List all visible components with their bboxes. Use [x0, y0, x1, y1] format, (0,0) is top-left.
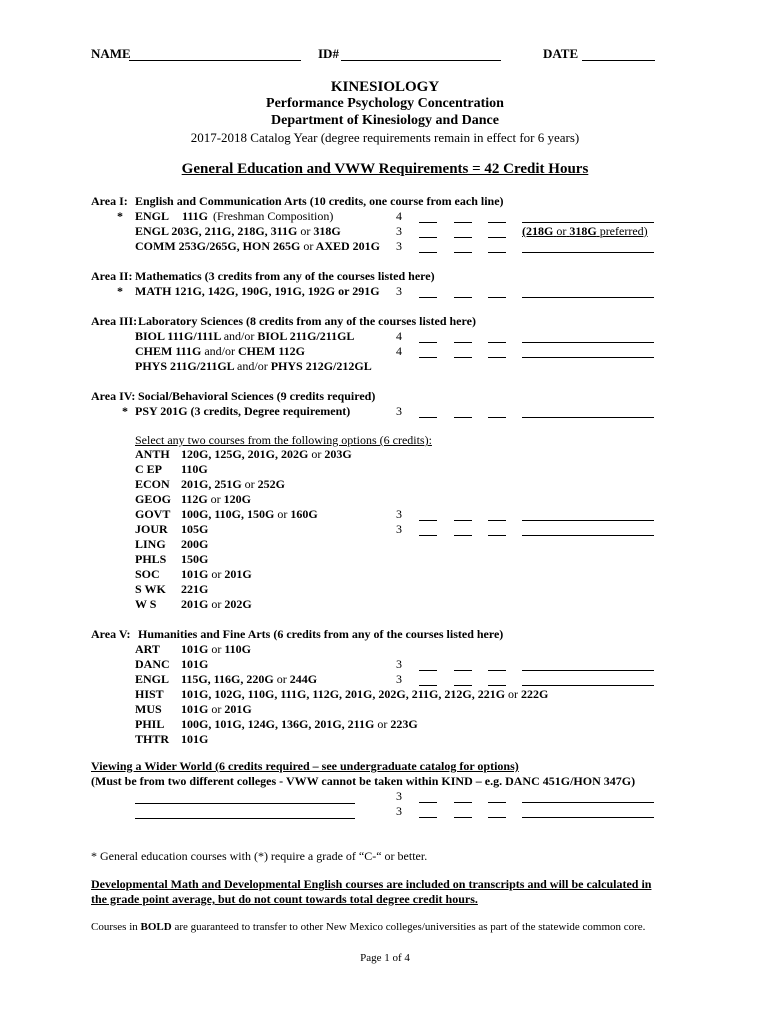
vww-cr1: 3	[396, 789, 402, 803]
area4-course-numbers: 105G	[181, 522, 209, 536]
area4-course-numbers: 201G, 251G or 252G	[181, 477, 286, 491]
area1-row3-credit: 3	[396, 239, 402, 253]
grade-blank[interactable]	[488, 297, 506, 298]
area5-course-code: DANC	[135, 657, 170, 671]
grade-blank[interactable]	[419, 685, 437, 686]
area3-row1: BIOL 111G/111L and/or BIOL 211G/211GL	[135, 329, 355, 343]
grade-blank[interactable]	[419, 297, 437, 298]
grade-blank[interactable]	[454, 817, 472, 818]
gen-ed-title: General Education and VWW Requirements = 42 Credit Hours	[181, 161, 589, 177]
course-blank[interactable]	[522, 417, 654, 418]
vww-subtitle: (Must be from two different colleges - VWW cannot be taken within KIND – e.g. DANC 451G/HON 347G)	[91, 774, 636, 788]
department-title: Department of Kinesiology and Dance	[271, 113, 499, 128]
grade-blank[interactable]	[419, 670, 437, 671]
grade-blank[interactable]	[419, 802, 437, 803]
dev-note-2: the grade point average, but do not count towards total degree credit hours.	[91, 892, 478, 906]
grade-blank[interactable]	[488, 417, 506, 418]
area5-course-numbers: 101G or 110G	[181, 642, 252, 656]
vww-course-field-2[interactable]	[135, 818, 355, 819]
area5-course-numbers: 115G, 116G, 220G or 244G	[181, 672, 318, 686]
grade-blank[interactable]	[488, 237, 506, 238]
area4-label: Area IV:	[91, 389, 136, 403]
grade-blank[interactable]	[454, 535, 472, 536]
area5-course-code: MUS	[135, 702, 162, 716]
date-label: DATE	[543, 46, 579, 61]
dev-note-1: Developmental Math and Developmental English courses are included on transcripts and will be calculated in	[91, 877, 652, 891]
area3-row1-credit: 4	[396, 329, 402, 343]
grade-blank[interactable]	[454, 357, 472, 358]
area4-course-code: C EP	[135, 462, 162, 476]
grade-blank[interactable]	[454, 297, 472, 298]
area4-course-code: S WK	[135, 582, 166, 596]
grade-blank[interactable]	[488, 802, 506, 803]
area1-row3: COMM 253G/265G, HON 265G or AXED 201G	[135, 239, 381, 253]
area1-row1-desc: (Freshman Composition)	[213, 209, 334, 223]
grade-blank[interactable]	[488, 342, 506, 343]
area4-course-numbers: 101G or 201G	[181, 567, 252, 581]
catalog-year: 2017-2018 Catalog Year (degree requirements remain in effect for 6 years)	[190, 130, 580, 145]
area4-course-code: PHLS	[135, 552, 167, 566]
footnote: * General education courses with (*) require a grade of “C-“ or better.	[91, 849, 428, 863]
name-field[interactable]	[129, 60, 301, 61]
grade-blank[interactable]	[488, 222, 506, 223]
grade-blank[interactable]	[488, 520, 506, 521]
grade-blank[interactable]	[454, 252, 472, 253]
area4-course-numbers: 150G	[181, 552, 209, 566]
area4-star: *	[122, 404, 128, 418]
grade-blank[interactable]	[454, 802, 472, 803]
area3-label: Area III:	[91, 314, 138, 328]
grade-blank[interactable]	[419, 237, 437, 238]
area4-course-numbers: 221G	[181, 582, 209, 596]
area3-row2: CHEM 111G and/or CHEM 112G	[135, 344, 306, 358]
area4-course-numbers: 201G or 202G	[181, 597, 252, 611]
course-blank[interactable]	[522, 342, 654, 343]
area3-row2-credit: 4	[396, 344, 402, 358]
area1-star: *	[117, 209, 123, 223]
area2-title: Mathematics (3 credits from any of the courses listed here)	[135, 269, 435, 283]
area1-row1-num: 111G	[182, 209, 209, 223]
area5-title: Humanities and Fine Arts (6 credits from any of the courses listed here)	[138, 627, 504, 641]
grade-blank[interactable]	[419, 520, 437, 521]
concentration-title: Performance Psychology Concentration	[266, 96, 504, 111]
area4-course-numbers: 200G	[181, 537, 209, 551]
area5-course-numbers: 100G, 101G, 124G, 136G, 201G, 211G or 223G	[181, 717, 418, 731]
area5-course-code: ART	[135, 642, 160, 656]
vww-course-field-1[interactable]	[135, 803, 355, 804]
grade-blank[interactable]	[419, 417, 437, 418]
grade-blank[interactable]	[488, 685, 506, 686]
area5-course-numbers: 101G	[181, 732, 209, 746]
course-blank[interactable]	[522, 817, 654, 818]
area4-course-numbers: 100G, 110G, 150G or 160G	[181, 507, 318, 521]
grade-blank[interactable]	[454, 520, 472, 521]
area5-course-code: HIST	[135, 687, 164, 701]
area5-label: Area V:	[91, 627, 131, 641]
area1-row2-credit: 3	[396, 224, 402, 238]
area4-cr1: 3	[396, 507, 402, 521]
course-blank[interactable]	[522, 670, 654, 671]
area2-row1-credit: 3	[396, 284, 402, 298]
area5-cr2: 3	[396, 672, 402, 686]
area4-course-numbers: 110G	[181, 462, 208, 476]
grade-blank[interactable]	[454, 685, 472, 686]
id-label: ID#	[318, 46, 339, 61]
name-label: NAME	[91, 46, 131, 61]
area2-star: *	[117, 284, 123, 298]
area4-course-code: ECON	[135, 477, 170, 491]
course-blank[interactable]	[522, 685, 654, 686]
grade-blank[interactable]	[419, 535, 437, 536]
course-blank[interactable]	[522, 520, 654, 521]
course-blank[interactable]	[522, 222, 654, 223]
area4-course-code: ANTH	[135, 447, 170, 461]
area1-row1-code: ENGL	[135, 209, 170, 223]
area2-label: Area II:	[91, 269, 133, 283]
grade-blank[interactable]	[419, 342, 437, 343]
course-blank[interactable]	[522, 535, 654, 536]
grade-blank[interactable]	[488, 535, 506, 536]
area4-course-code: W S	[135, 597, 157, 611]
grade-blank[interactable]	[454, 222, 472, 223]
area4-cr2: 3	[396, 522, 402, 536]
date-field[interactable]	[582, 60, 655, 61]
area4-course-code: GEOG	[135, 492, 172, 506]
area1-label: Area I:	[91, 194, 128, 208]
area5-course-numbers: 101G, 102G, 110G, 111G, 112G, 201G, 202G, 211G, 212G, 221G or 222G	[181, 687, 549, 701]
area4-course-code: JOUR	[135, 522, 168, 536]
area2-row1: MATH 121G, 142G, 190G, 191G, 192G or 291G	[135, 284, 380, 298]
grade-blank[interactable]	[454, 342, 472, 343]
area4-course-code: GOVT	[135, 507, 171, 521]
area4-course-code: SOC	[135, 567, 160, 581]
course-blank[interactable]	[522, 252, 654, 253]
area4-course-numbers: 120G, 125G, 201G, 202G or 203G	[181, 447, 352, 461]
course-blank[interactable]	[522, 297, 654, 298]
area5-course-numbers: 101G or 201G	[181, 702, 252, 716]
grade-blank[interactable]	[488, 357, 506, 358]
grade-blank[interactable]	[454, 417, 472, 418]
course-blank[interactable]	[522, 357, 654, 358]
id-field[interactable]	[341, 60, 501, 61]
dept-title: KINESIOLOGY	[330, 79, 440, 95]
area5-course-code: ENGL	[135, 672, 170, 686]
grade-blank[interactable]	[488, 817, 506, 818]
vww-title: Viewing a Wider World (6 credits required – see undergraduate catalog for options)	[91, 759, 519, 773]
grade-blank[interactable]	[488, 252, 506, 253]
grade-blank[interactable]	[454, 670, 472, 671]
grade-blank[interactable]	[488, 670, 506, 671]
course-blank[interactable]	[522, 802, 654, 803]
page-number: Page 1 of 4	[360, 952, 410, 964]
area3-title: Laboratory Sciences (8 credits from any of the courses listed here)	[138, 314, 476, 328]
area4-select-note: Select any two courses from the following options (6 credits):	[135, 433, 432, 447]
area1-row1-credit: 4	[396, 209, 402, 223]
grade-blank[interactable]	[419, 357, 437, 358]
vww-cr2: 3	[396, 804, 402, 818]
area1-row2-note: (218G or 318G preferred)	[522, 224, 648, 238]
area4-row1: PSY 201G (3 credits, Degree requirement)	[135, 404, 351, 418]
area4-course-code: LING	[135, 537, 166, 551]
area5-course-numbers: 101G	[181, 657, 209, 671]
bold-note: Courses in BOLD are guaranteed to transfer to other New Mexico colleges/universities as part of the statewide common core.	[91, 921, 646, 933]
area1-title: English and Communication Arts (10 credits, one course from each line)	[135, 194, 504, 208]
area5-course-code: PHIL	[135, 717, 165, 731]
area4-course-numbers: 112G or 120G	[181, 492, 252, 506]
area4-title: Social/Behavioral Sciences (9 credits required)	[138, 389, 376, 403]
area3-row3: PHYS 211G/211GL and/or PHYS 212G/212GL	[135, 359, 372, 373]
area4-row1-credit: 3	[396, 404, 402, 418]
area5-course-code: THTR	[135, 732, 170, 746]
area1-row2: ENGL 203G, 211G, 218G, 311G or 318G	[135, 224, 341, 238]
grade-blank[interactable]	[419, 817, 437, 818]
area5-cr1: 3	[396, 657, 402, 671]
grade-blank[interactable]	[419, 252, 437, 253]
grade-blank[interactable]	[454, 237, 472, 238]
grade-blank[interactable]	[419, 222, 437, 223]
